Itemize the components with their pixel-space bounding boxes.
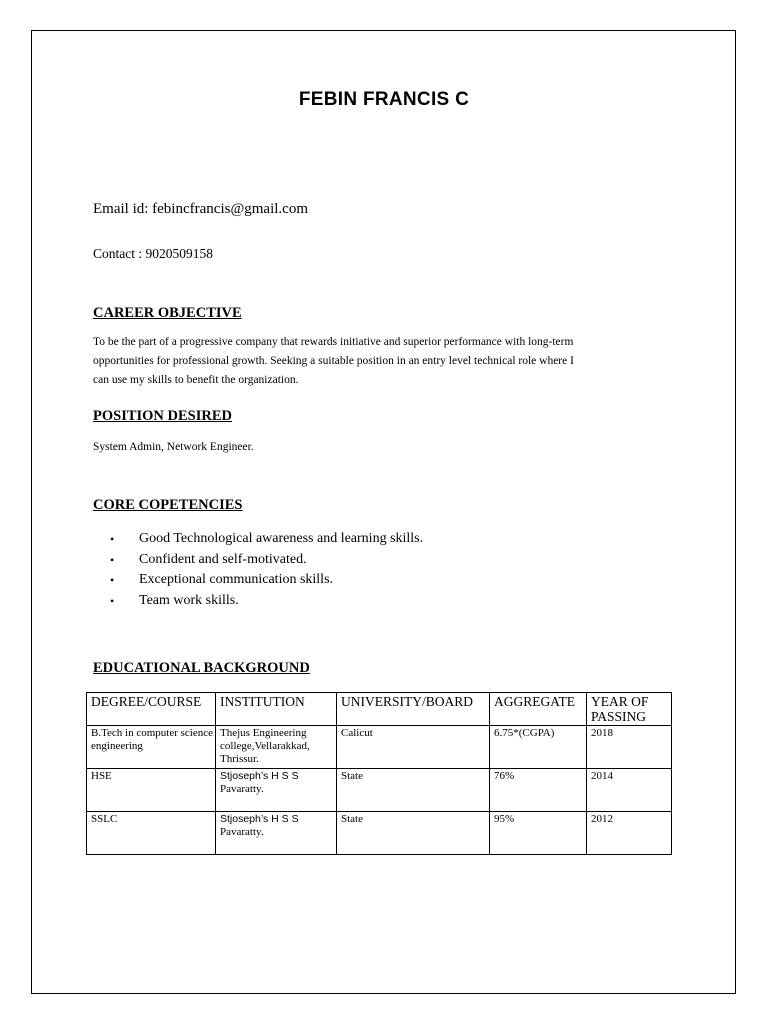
table-row xyxy=(87,769,672,812)
degree-cell: B.Tech in computer science engineering xyxy=(87,726,216,769)
bullet-icon: • xyxy=(110,552,115,567)
board-cell: Calicut xyxy=(337,726,490,769)
career-objective-line: opportunities for professional growth. Seeking a suitable position in an entry level technical role where I xyxy=(93,355,574,367)
education-table xyxy=(86,692,672,855)
position-desired-heading: POSITION DESIRED xyxy=(93,408,232,424)
year-cell: 2014 xyxy=(587,769,672,812)
table-header-row xyxy=(87,693,672,726)
bullet-icon: • xyxy=(110,593,115,608)
institution-name: Stjoseph’s H S S xyxy=(220,813,299,825)
core-competencies-heading: CORE COPETENCIES xyxy=(93,497,243,513)
aggregate-cell: 95% xyxy=(490,812,587,855)
year-cell: 2018 xyxy=(587,726,672,769)
degree-cell: HSE xyxy=(87,769,216,812)
career-objective-line: can use my skills to benefit the organization. xyxy=(93,374,299,386)
competency-text: Good Technological awareness and learning skills. xyxy=(139,531,424,546)
bullet-icon: • xyxy=(110,573,115,587)
candidate-name: FEBIN FRANCIS C xyxy=(298,89,470,110)
table-row xyxy=(87,726,672,769)
email-line: Email id: febincfrancis@gmail.com xyxy=(93,201,308,217)
core-competencies-list xyxy=(110,530,423,612)
institution-cell xyxy=(216,769,337,812)
list-item xyxy=(110,571,423,592)
education-heading: EDUCATIONAL BACKGROUND xyxy=(93,660,310,676)
career-objective-text xyxy=(93,333,653,390)
header-board: UNIVERSITY/BOARD xyxy=(337,693,490,726)
competency-text: Exceptional communication skills. xyxy=(139,572,334,587)
board-cell: State xyxy=(337,812,490,855)
competency-text: Confident and self-motivated. xyxy=(139,551,307,567)
career-objective-heading: CAREER OBJECTIVE xyxy=(93,305,242,321)
bullet-icon: • xyxy=(110,532,115,546)
header-year: YEAR OF PASSING xyxy=(587,693,672,726)
institution-place: Pavaratty. xyxy=(220,783,264,795)
year-cell: 2012 xyxy=(587,812,672,855)
degree-cell: SSLC xyxy=(87,812,216,855)
contact-line: Contact : 9020509158 xyxy=(93,246,213,261)
header-institution: INSTITUTION xyxy=(216,693,337,726)
competency-text: Team work skills. xyxy=(139,592,239,608)
list-item xyxy=(110,551,423,572)
position-desired-text: System Admin, Network Engineer. xyxy=(93,441,254,453)
aggregate-cell: 76% xyxy=(490,769,587,812)
list-item xyxy=(110,592,423,613)
institution-cell xyxy=(216,812,337,855)
institution-place: Pavaratty. xyxy=(220,826,264,838)
institution-name: Stjoseph’s H S S xyxy=(220,770,299,782)
table-row xyxy=(87,812,672,855)
institution-cell: Thejus Engineering college,Vellarakkad, Thrissur. xyxy=(216,726,337,769)
board-cell: State xyxy=(337,769,490,812)
career-objective-line: To be the part of a progressive company that rewards initiative and superior performance with long-term xyxy=(93,336,574,348)
list-item xyxy=(110,530,423,551)
aggregate-cell: 6.75*(CGPA) xyxy=(490,726,587,769)
header-aggregate: AGGREGATE xyxy=(490,693,587,726)
header-degree: DEGREE/COURSE xyxy=(87,693,216,726)
